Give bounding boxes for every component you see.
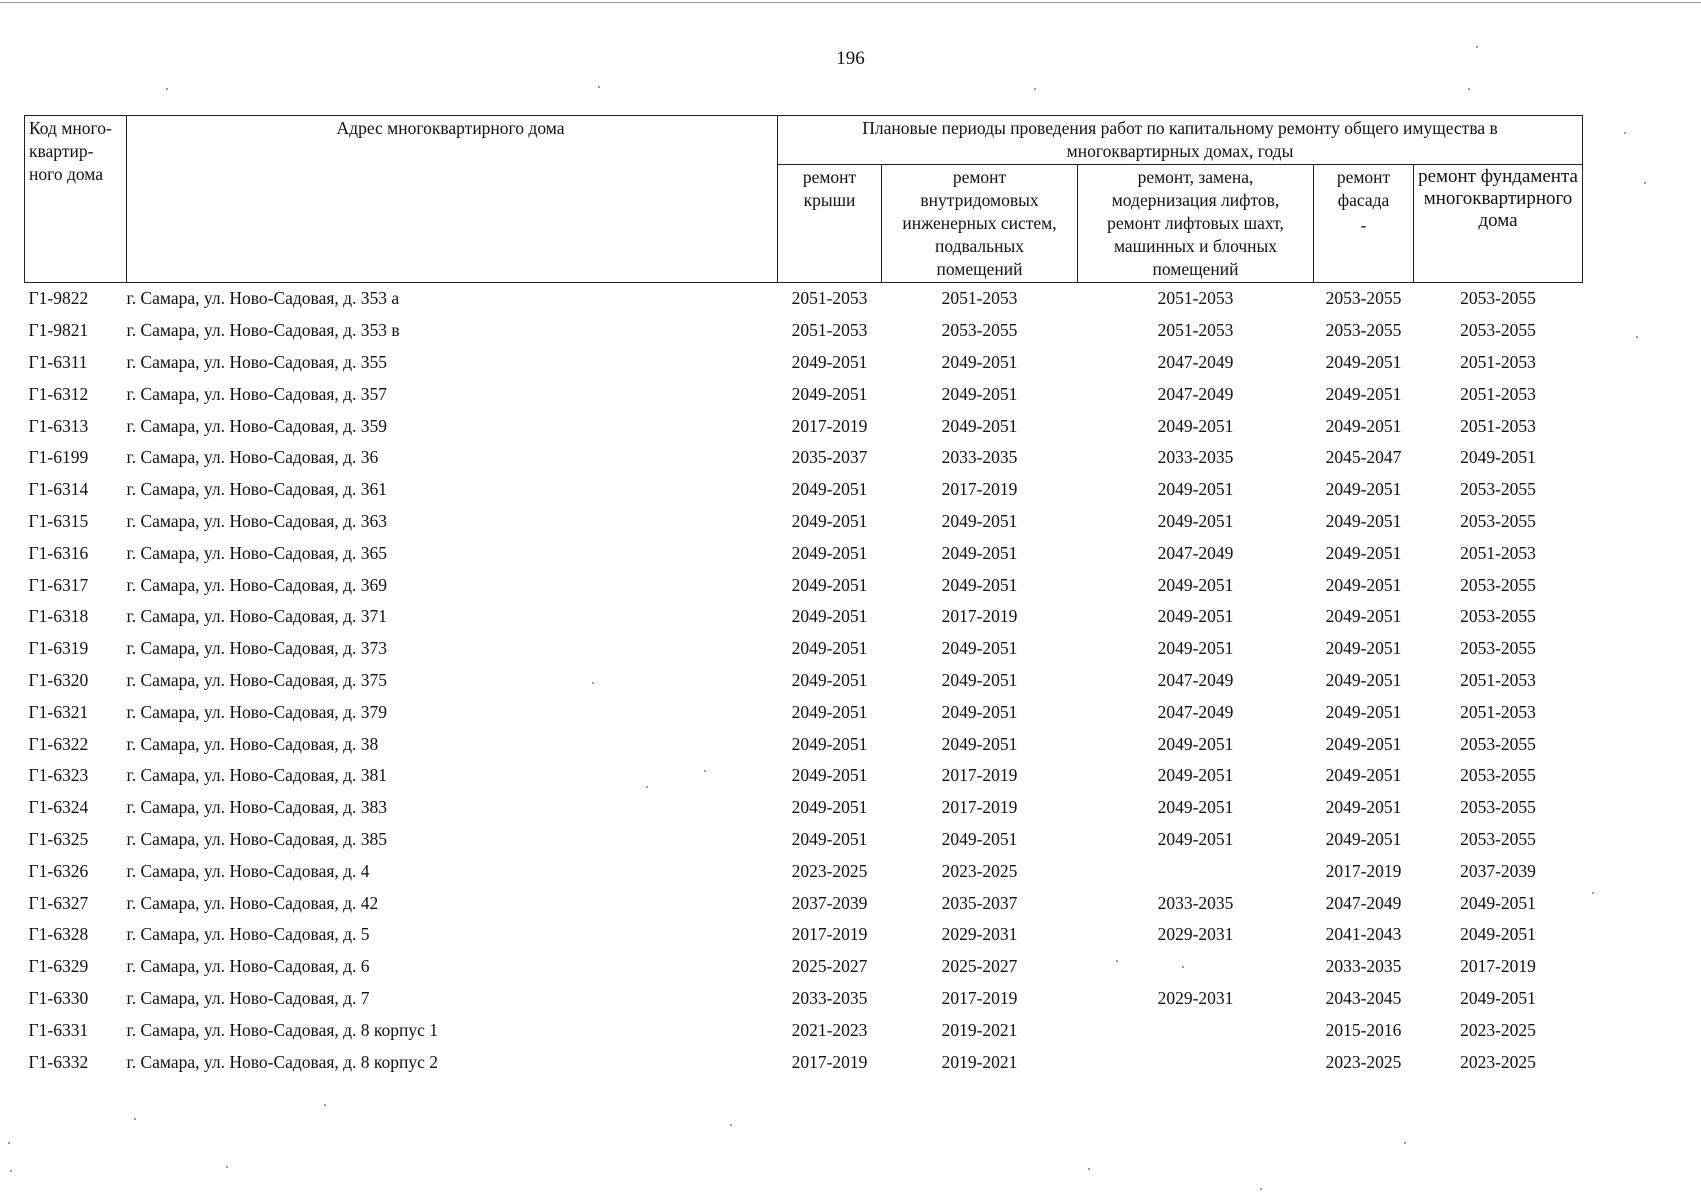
scan-speck [1644, 182, 1646, 184]
cell-lifts-period: 2047-2049 [1157, 669, 1234, 690]
scan-speck [324, 1104, 326, 1106]
cell-facade-period: 2049-2051 [1325, 669, 1402, 690]
header-facade-mark: - [1360, 215, 1367, 235]
scan-speck [646, 786, 648, 788]
scan-speck [1088, 1168, 1090, 1170]
table-row [25, 760, 1583, 792]
cell-systems-period: 2049-2051 [941, 828, 1018, 849]
cell-address: г. Самара, ул. Ново-Садовая, д. 383 [126, 797, 388, 818]
cell-foundation-period: 2053-2055 [1460, 606, 1536, 627]
cell-facade-period: 2049-2051 [1325, 606, 1402, 627]
cell-systems-period: 2035-2037 [941, 892, 1018, 913]
table-row [25, 633, 1583, 665]
cell-roof-period: 2035-2037 [791, 447, 868, 468]
header-address: Адрес многоквартирного дома [127, 116, 778, 283]
scan-speck [1592, 892, 1594, 894]
cell-systems-period: 2017-2019 [941, 797, 1018, 818]
cell-roof-period: 2049-2051 [791, 828, 868, 849]
cell-foundation-period: 2053-2055 [1460, 479, 1536, 500]
cell-building-code: Г1-6312 [28, 383, 89, 404]
scan-speck [10, 1170, 12, 1172]
cell-roof-period: 2021-2023 [791, 1019, 868, 1040]
cell-roof-period: 2049-2051 [791, 351, 868, 372]
cell-address: г. Самара, ул. Ново-Садовая, д. 371 [126, 606, 388, 627]
cell-facade-period: 2049-2051 [1325, 542, 1402, 563]
table-body [25, 283, 1583, 1078]
cell-roof-period: 2049-2051 [791, 765, 868, 786]
cell-systems-period: 2049-2051 [941, 510, 1018, 531]
cell-facade-period: 2049-2051 [1325, 797, 1402, 818]
cell-systems-period: 2049-2051 [941, 574, 1018, 595]
cell-systems-period: 2033-2035 [941, 447, 1018, 468]
cell-facade-period: 2049-2051 [1325, 701, 1402, 722]
scan-speck [592, 682, 594, 684]
cell-lifts-period [1078, 1046, 1314, 1078]
cell-building-code: Г1-6315 [28, 510, 89, 531]
cell-roof-period: 2049-2051 [791, 574, 868, 595]
cell-foundation-period: 2051-2053 [1460, 383, 1536, 404]
cell-lifts-period: 2049-2051 [1157, 415, 1234, 436]
header-facade-repair [1314, 165, 1414, 283]
cell-facade-period: 2015-2016 [1325, 1019, 1402, 1040]
cell-address: г. Самара, ул. Ново-Садовая, д. 381 [126, 765, 388, 786]
cell-foundation-period: 2053-2055 [1460, 288, 1536, 309]
cell-building-code: Г1-6311 [28, 351, 88, 372]
scan-speck [1034, 88, 1036, 90]
table-row [25, 665, 1583, 697]
cell-systems-period: 2049-2051 [941, 669, 1018, 690]
table-row [25, 601, 1583, 633]
cell-lifts-period: 2049-2051 [1157, 574, 1234, 595]
table-row [25, 442, 1583, 474]
table-row [25, 855, 1583, 887]
cell-roof-period: 2049-2051 [791, 733, 868, 754]
cell-address: г. Самара, ул. Ново-Садовая, д. 361 [126, 479, 388, 500]
cell-foundation-period: 2053-2055 [1460, 510, 1536, 531]
cell-address: г. Самара, ул. Ново-Садовая, д. 8 корпус 2 [126, 1051, 439, 1072]
cell-lifts-period: 2049-2051 [1157, 765, 1234, 786]
cell-facade-period: 2053-2055 [1325, 320, 1402, 341]
cell-foundation-period: 2051-2053 [1460, 669, 1536, 690]
cell-building-code: Г1-6313 [28, 415, 89, 436]
cell-roof-period: 2049-2051 [791, 510, 868, 531]
cell-address: г. Самара, ул. Ново-Садовая, д. 357 [126, 383, 388, 404]
cell-address: г. Самара, ул. Ново-Садовая, д. 4 [126, 860, 370, 881]
cell-lifts-period: 2049-2051 [1157, 510, 1234, 531]
cell-roof-period: 2049-2051 [791, 701, 868, 722]
cell-roof-period: 2017-2019 [791, 415, 868, 436]
cell-facade-period: 2049-2051 [1325, 383, 1402, 404]
scan-speck [704, 770, 706, 772]
page-number: 196 [836, 48, 865, 69]
cell-building-code: Г1-6328 [28, 924, 89, 945]
cell-roof-period: 2023-2025 [791, 860, 868, 881]
cell-foundation-period: 2051-2053 [1460, 542, 1536, 563]
cell-address: г. Самара, ул. Ново-Садовая, д. 365 [126, 542, 388, 563]
cell-building-code: Г1-6331 [28, 1019, 89, 1040]
cell-building-code: Г1-9821 [28, 320, 89, 341]
cell-facade-period: 2047-2049 [1325, 892, 1402, 913]
cell-address: г. Самара, ул. Ново-Садовая, д. 38 [126, 733, 379, 754]
cell-foundation-period: 2049-2051 [1460, 892, 1536, 913]
table-row [25, 410, 1583, 442]
header-systems-repair: ремонт внутридомовых инженерных систем, подвальных помещений [882, 165, 1078, 283]
table-row [25, 315, 1583, 347]
cell-lifts-period [1078, 951, 1314, 983]
header-facade-label: ремонт фасада [1336, 167, 1391, 210]
cell-systems-period: 2017-2019 [941, 765, 1018, 786]
cell-lifts-period: 2049-2051 [1157, 828, 1234, 849]
cell-lifts-period: 2051-2053 [1157, 288, 1234, 309]
cell-facade-period: 2049-2051 [1325, 574, 1402, 595]
scan-speck [1260, 1188, 1262, 1190]
cell-address: г. Самара, ул. Ново-Садовая, д. 363 [126, 510, 388, 531]
cell-address: г. Самара, ул. Ново-Садовая, д. 373 [126, 638, 388, 659]
cell-building-code: Г1-6314 [28, 479, 89, 500]
cell-lifts-period: 2049-2051 [1157, 606, 1234, 627]
cell-systems-period: 2023-2025 [941, 860, 1018, 881]
cell-foundation-period: 2051-2053 [1460, 701, 1536, 722]
table-header [25, 116, 1583, 283]
cell-lifts-period: 2047-2049 [1157, 351, 1234, 372]
cell-foundation-period: 2053-2055 [1460, 574, 1536, 595]
cell-lifts-period [1078, 855, 1314, 887]
cell-facade-period: 2017-2019 [1325, 860, 1402, 881]
cell-facade-period: 2049-2051 [1325, 733, 1402, 754]
cell-lifts-period: 2047-2049 [1157, 701, 1234, 722]
scan-speck [1636, 336, 1638, 338]
cell-lifts-period: 2049-2051 [1157, 733, 1234, 754]
table-row [25, 1046, 1583, 1078]
table-row [25, 569, 1583, 601]
cell-facade-period: 2049-2051 [1325, 351, 1402, 372]
cell-building-code: Г1-6321 [28, 701, 89, 722]
cell-facade-period: 2041-2043 [1325, 924, 1402, 945]
cell-address: г. Самара, ул. Ново-Садовая, д. 359 [126, 415, 388, 436]
cell-roof-period: 2049-2051 [791, 606, 868, 627]
cell-facade-period: 2049-2051 [1325, 638, 1402, 659]
cell-building-code: Г1-6317 [28, 574, 89, 595]
cell-roof-period: 2049-2051 [791, 797, 868, 818]
table-row [25, 824, 1583, 856]
scan-speck [598, 86, 600, 88]
cell-roof-period: 2033-2035 [791, 987, 868, 1008]
repair-schedule-table [24, 115, 1583, 1078]
table-row [25, 1014, 1583, 1046]
cell-facade-period: 2053-2055 [1325, 288, 1402, 309]
cell-foundation-period: 2049-2051 [1460, 447, 1536, 468]
cell-building-code: Г1-6327 [28, 892, 89, 913]
cell-roof-period: 2017-2019 [791, 1051, 868, 1072]
cell-systems-period: 2049-2051 [941, 542, 1018, 563]
cell-building-code: Г1-6322 [28, 733, 89, 754]
cell-address: г. Самара, ул. Ново-Садовая, д. 6 [126, 956, 370, 977]
cell-systems-period: 2049-2051 [941, 383, 1018, 404]
cell-systems-period: 2029-2031 [941, 924, 1018, 945]
cell-systems-period: 2019-2021 [941, 1019, 1018, 1040]
table-row [25, 283, 1583, 315]
scan-speck [1468, 88, 1470, 90]
cell-facade-period: 2033-2035 [1325, 956, 1402, 977]
cell-systems-period: 2017-2019 [941, 987, 1018, 1008]
cell-foundation-period: 2017-2019 [1460, 956, 1536, 977]
scan-speck [1404, 1142, 1406, 1144]
cell-lifts-period: 2047-2049 [1157, 383, 1234, 404]
cell-building-code: Г1-6325 [28, 828, 89, 849]
cell-lifts-period: 2029-2031 [1157, 987, 1234, 1008]
scan-speck [1116, 960, 1118, 962]
table-row [25, 728, 1583, 760]
scan-speck [730, 1124, 732, 1126]
table-row [25, 506, 1583, 538]
cell-building-code: Г1-6319 [28, 638, 89, 659]
cell-building-code: Г1-6330 [28, 987, 89, 1008]
cell-roof-period: 2017-2019 [791, 924, 868, 945]
table-row [25, 378, 1583, 410]
cell-address: г. Самара, ул. Ново-Садовая, д. 353 а [126, 288, 400, 309]
cell-foundation-period: 2053-2055 [1460, 638, 1536, 659]
cell-facade-period: 2049-2051 [1325, 415, 1402, 436]
cell-foundation-period: 2053-2055 [1460, 320, 1536, 341]
table-row [25, 347, 1583, 379]
cell-lifts-period: 2049-2051 [1157, 638, 1234, 659]
cell-building-code: Г1-6316 [28, 542, 89, 563]
cell-systems-period: 2053-2055 [941, 320, 1018, 341]
cell-facade-period: 2045-2047 [1325, 447, 1402, 468]
cell-address: г. Самара, ул. Ново-Садовая, д. 355 [126, 351, 388, 372]
scan-speck [134, 1118, 136, 1120]
cell-foundation-period: 2053-2055 [1460, 765, 1536, 786]
cell-facade-period: 2023-2025 [1325, 1051, 1402, 1072]
cell-lifts-period: 2033-2035 [1157, 892, 1234, 913]
cell-systems-period: 2017-2019 [941, 479, 1018, 500]
cell-systems-period: 2049-2051 [941, 701, 1018, 722]
cell-roof-period: 2049-2051 [791, 479, 868, 500]
cell-lifts-period [1078, 1014, 1314, 1046]
header-foundation-repair: ремонт фундамента многоквартирного дома [1414, 165, 1583, 283]
scan-speck [166, 88, 168, 90]
cell-systems-period: 2049-2051 [941, 415, 1018, 436]
cell-address: г. Самара, ул. Ново-Садовая, д. 42 [126, 892, 379, 913]
cell-systems-period: 2019-2021 [941, 1051, 1018, 1072]
cell-address: г. Самара, ул. Ново-Садовая, д. 8 корпус 1 [126, 1019, 439, 1040]
cell-lifts-period: 2049-2051 [1157, 797, 1234, 818]
table-row [25, 537, 1583, 569]
cell-roof-period: 2049-2051 [791, 638, 868, 659]
cell-roof-period: 2049-2051 [791, 383, 868, 404]
header-planned-periods: Плановые периоды проведения работ по капитальному ремонту общего имущества в многоквартирных домах, годы [778, 116, 1583, 165]
cell-address: г. Самара, ул. Ново-Садовая, д. 375 [126, 669, 388, 690]
cell-building-code: Г1-6324 [28, 797, 89, 818]
cell-facade-period: 2049-2051 [1325, 479, 1402, 500]
cell-facade-period: 2049-2051 [1325, 510, 1402, 531]
cell-systems-period: 2017-2019 [941, 606, 1018, 627]
cell-roof-period: 2049-2051 [791, 669, 868, 690]
cell-facade-period: 2043-2045 [1325, 987, 1402, 1008]
cell-address: г. Самара, ул. Ново-Садовая, д. 379 [126, 701, 388, 722]
cell-foundation-period: 2053-2055 [1460, 733, 1536, 754]
cell-facade-period: 2049-2051 [1325, 765, 1402, 786]
cell-facade-period: 2049-2051 [1325, 828, 1402, 849]
table-row [25, 919, 1583, 951]
cell-building-code: Г1-6332 [28, 1051, 89, 1072]
table-row [25, 474, 1583, 506]
cell-foundation-period: 2023-2025 [1460, 1051, 1536, 1072]
cell-building-code: Г1-6323 [28, 765, 89, 786]
header-roof-repair: ремонт крыши [778, 165, 882, 283]
cell-roof-period: 2051-2053 [791, 320, 868, 341]
header-building-code: Код много- квартир- ного дома [25, 116, 127, 283]
scan-speck [8, 1142, 10, 1144]
cell-lifts-period: 2029-2031 [1157, 924, 1234, 945]
scan-speck [1182, 966, 1184, 968]
table-row [25, 792, 1583, 824]
cell-lifts-period: 2033-2035 [1157, 447, 1234, 468]
cell-lifts-period: 2051-2053 [1157, 320, 1234, 341]
table-row [25, 696, 1583, 728]
cell-roof-period: 2037-2039 [791, 892, 868, 913]
cell-address: г. Самара, ул. Ново-Садовая, д. 385 [126, 828, 388, 849]
cell-systems-period: 2051-2053 [941, 288, 1018, 309]
cell-foundation-period: 2051-2053 [1460, 415, 1536, 436]
cell-roof-period: 2049-2051 [791, 542, 868, 563]
header-lift-repair: ремонт, замена, модернизация лифтов, ремонт лифтовых шахт, машинных и блочных помещений [1078, 165, 1314, 283]
cell-building-code: Г1-6199 [28, 447, 89, 468]
cell-roof-period: 2051-2053 [791, 288, 868, 309]
cell-foundation-period: 2049-2051 [1460, 987, 1536, 1008]
cell-lifts-period: 2049-2051 [1157, 479, 1234, 500]
cell-foundation-period: 2049-2051 [1460, 924, 1536, 945]
cell-foundation-period: 2051-2053 [1460, 351, 1536, 372]
table-row [25, 983, 1583, 1015]
cell-building-code: Г1-9822 [28, 288, 89, 309]
cell-address: г. Самара, ул. Ново-Садовая, д. 353 в [126, 320, 400, 341]
cell-foundation-period: 2023-2025 [1460, 1019, 1536, 1040]
scan-speck [226, 1166, 228, 1168]
cell-building-code: Г1-6329 [28, 956, 89, 977]
cell-address: г. Самара, ул. Ново-Садовая, д. 5 [126, 924, 370, 945]
cell-lifts-period: 2047-2049 [1157, 542, 1234, 563]
table-row [25, 951, 1583, 983]
cell-foundation-period: 2037-2039 [1460, 860, 1536, 881]
cell-address: г. Самара, ул. Ново-Садовая, д. 369 [126, 574, 388, 595]
cell-roof-period: 2025-2027 [791, 956, 868, 977]
cell-systems-period: 2049-2051 [941, 351, 1018, 372]
header-row-top [25, 116, 1583, 165]
cell-address: г. Самара, ул. Ново-Садовая, д. 36 [126, 447, 379, 468]
scan-speck [1476, 46, 1478, 48]
cell-foundation-period: 2053-2055 [1460, 797, 1536, 818]
cell-systems-period: 2025-2027 [941, 956, 1018, 977]
scan-speck [1624, 132, 1626, 134]
cell-building-code: Г1-6318 [28, 606, 89, 627]
cell-address: г. Самара, ул. Ново-Садовая, д. 7 [126, 987, 370, 1008]
scan-top-edge [0, 2, 1701, 3]
cell-building-code: Г1-6320 [28, 669, 89, 690]
cell-foundation-period: 2053-2055 [1460, 828, 1536, 849]
table-row [25, 887, 1583, 919]
cell-systems-period: 2049-2051 [941, 733, 1018, 754]
cell-building-code: Г1-6326 [28, 860, 89, 881]
cell-systems-period: 2049-2051 [941, 638, 1018, 659]
